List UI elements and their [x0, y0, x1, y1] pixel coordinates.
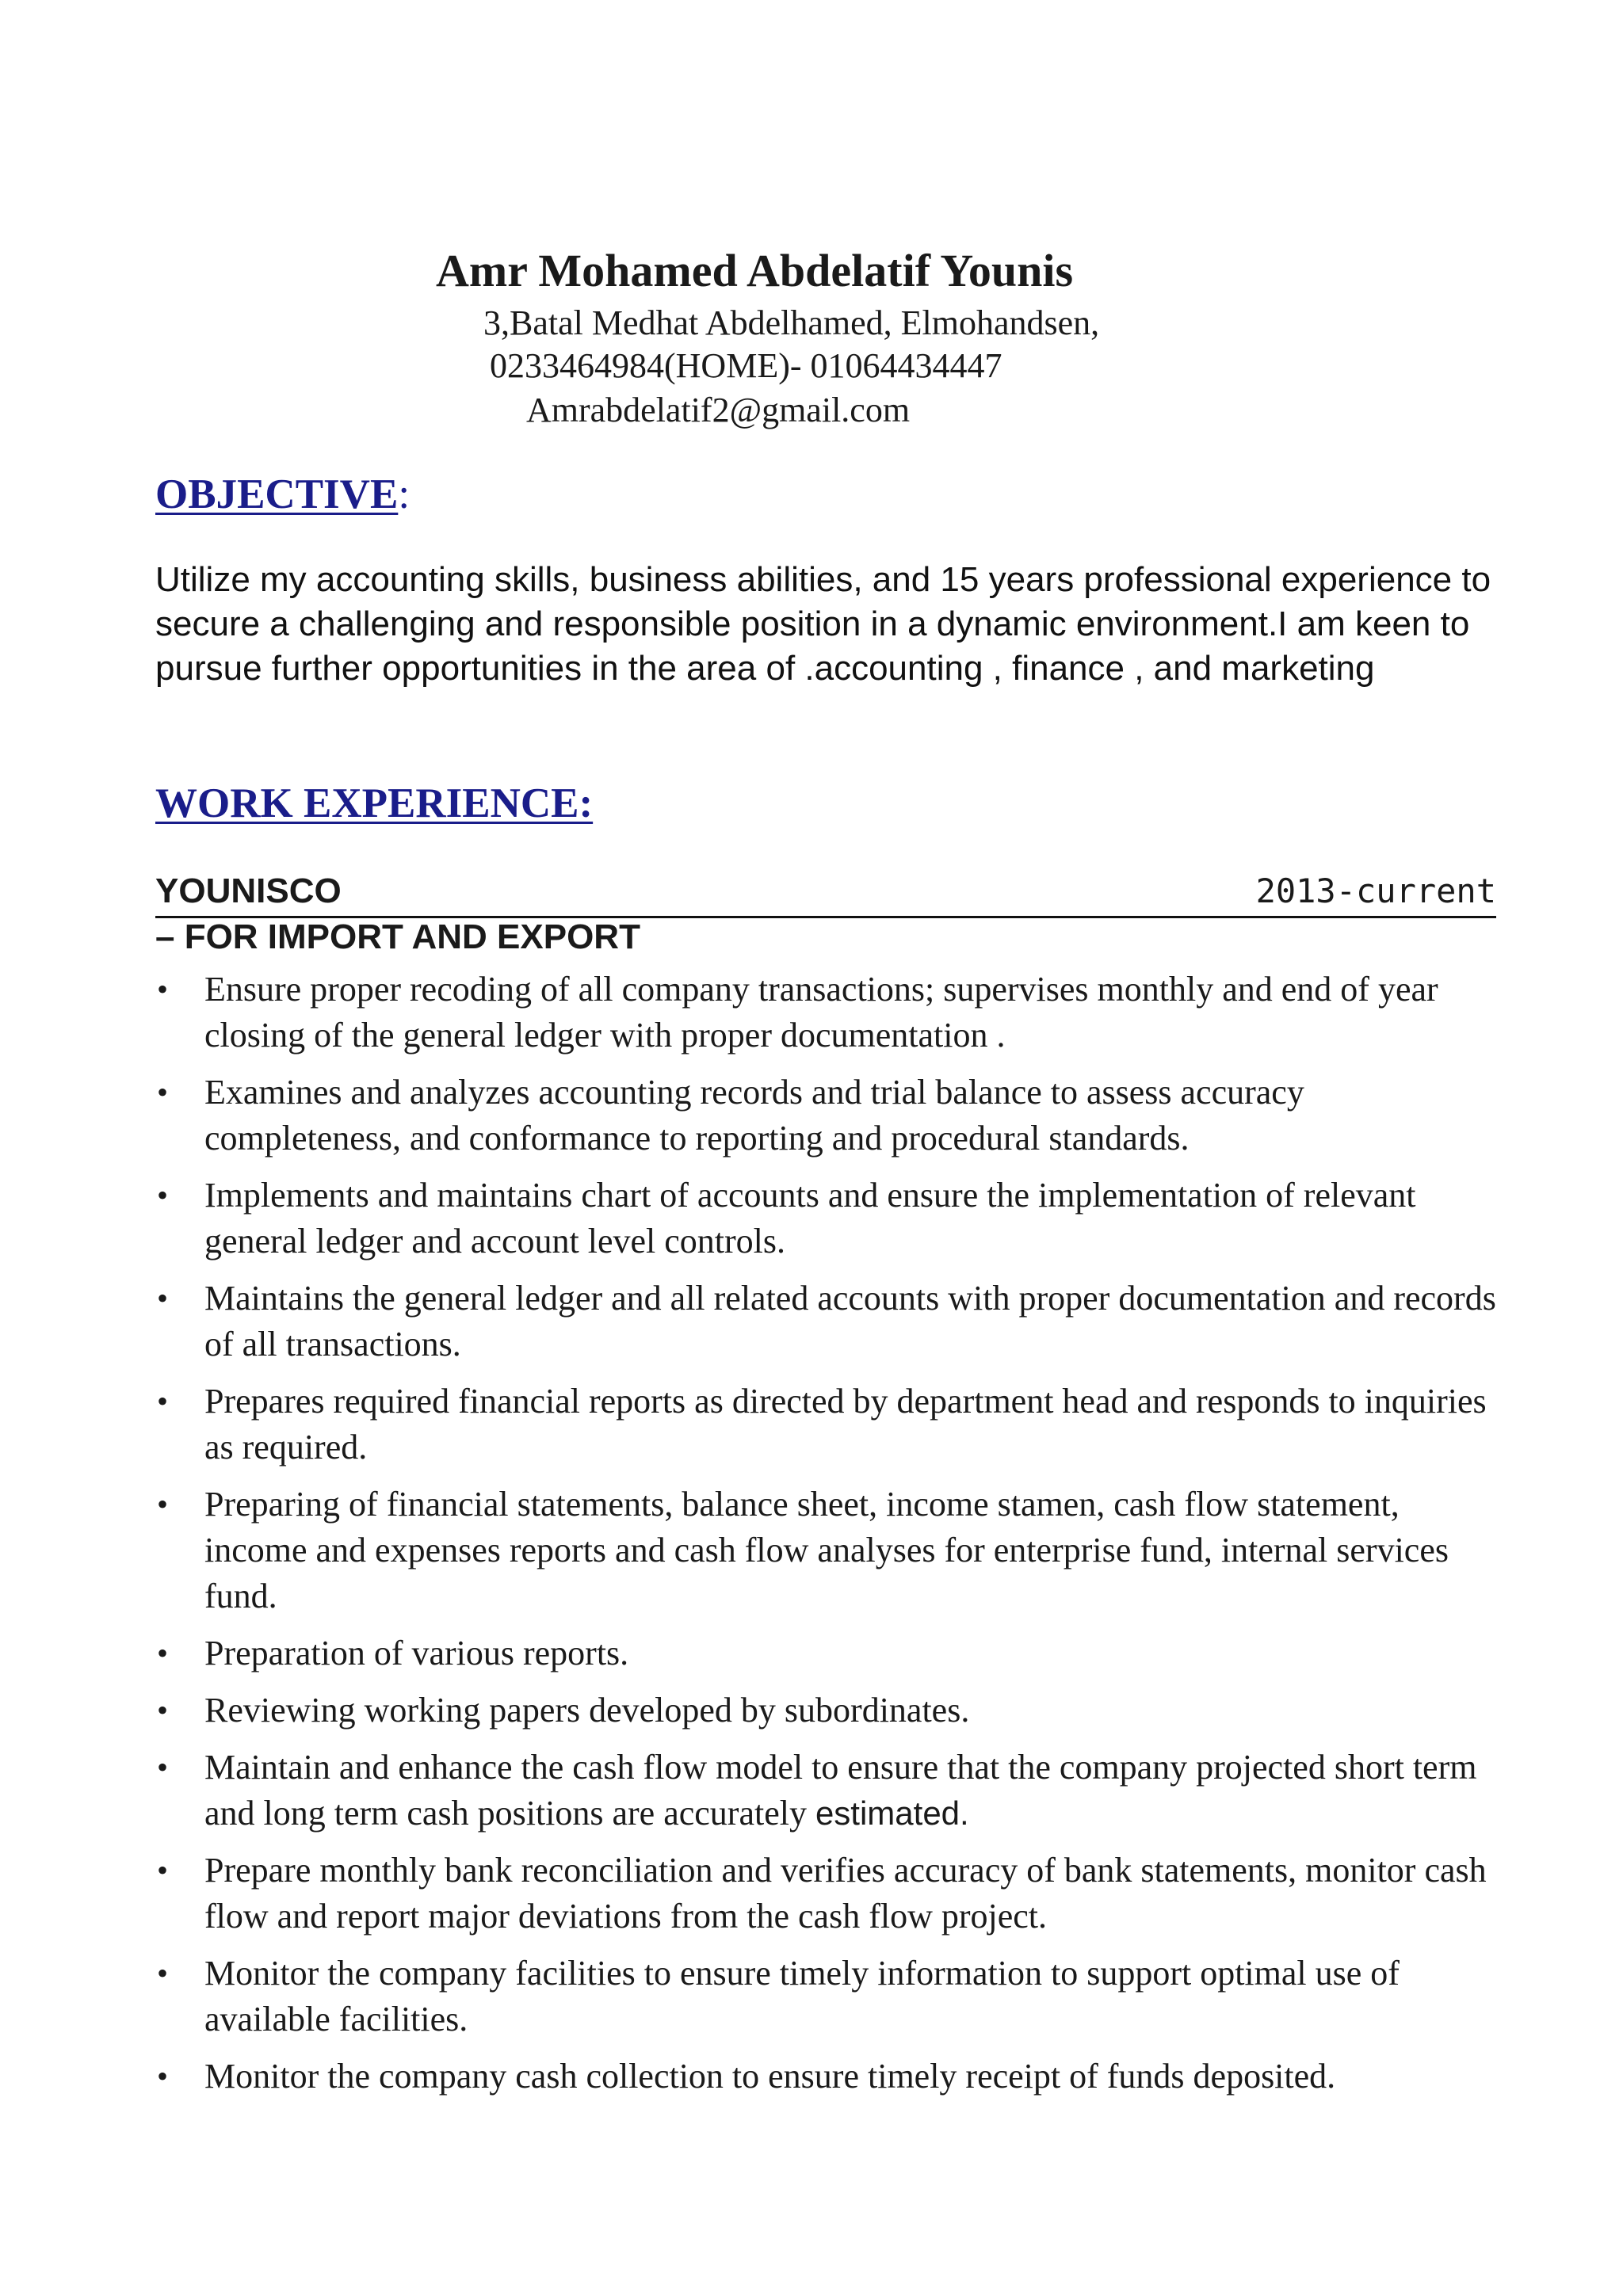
duty-text: Reviewing working papers developed by subordinates.: [204, 1691, 970, 1730]
bullet-icon: •: [157, 1177, 169, 1213]
list-item: [155, 1630, 1503, 1676]
list-item: [155, 1173, 1503, 1264]
bullet-icon: •: [157, 971, 169, 1007]
duty-text: Ensure proper recoding of all company transactions; supervises monthly and end of year closing of the general ledger with proper documentation .: [204, 970, 1438, 1055]
duty-text: Prepares required financial reports as directed by department head and responds to inquiries as required.: [204, 1382, 1487, 1466]
duty-text: Implements and maintains chart of accounts and ensure the implementation of relevant general ledger and account level controls.: [204, 1176, 1416, 1261]
list-item: [155, 1848, 1503, 1939]
candidate-name: Amr Mohamed Abdelatif Younis: [436, 245, 1074, 296]
objective-heading-label: OBJECTIVE: [155, 471, 399, 517]
duty-text: Preparation of various reports.: [204, 1634, 629, 1672]
bullet-icon: •: [157, 1749, 169, 1785]
bullet-icon: •: [157, 1280, 169, 1316]
bullet-icon: •: [157, 2058, 169, 2094]
bullet-icon: •: [157, 1486, 169, 1522]
duties-list: [155, 967, 1503, 2111]
email-line: Amrabdelatif2@gmail.com: [526, 391, 911, 429]
list-item: [155, 1070, 1503, 1161]
address-line: 3,Batal Medhat Abdelhamed, Elmohandsen,: [483, 303, 1100, 342]
list-item: [155, 967, 1503, 1058]
bullet-icon: •: [157, 1692, 169, 1728]
bullet-icon: •: [157, 1635, 169, 1671]
duty-text: Monitor the company facilities to ensure timely information to support optimal use of available facilities.: [204, 1954, 1400, 2039]
list-item: [155, 1482, 1503, 1619]
objective-heading: [155, 471, 410, 518]
bullet-icon: •: [157, 1955, 169, 1991]
duty-text-tail: estimated.: [815, 1794, 969, 1832]
duty-text: Monitor the company cash collection to ensure timely receipt of funds deposited.: [204, 2057, 1336, 2096]
bullet-icon: •: [157, 1383, 169, 1419]
list-item: [155, 1951, 1503, 2042]
list-item: [155, 1276, 1503, 1367]
objective-text: Utilize my accounting skills, business abilities, and 15 years professional experience to secure a challenging and responsible position in a dynamic environment.I am keen to pursue further opportunities in the area of .accounting , finance , and marketing: [155, 560, 1491, 688]
objective-heading-colon: :: [398, 471, 411, 517]
duty-text: Examines and analyzes accounting records and trial balance to assess accuracy completeness, and conformance to reporting and procedural standards.: [204, 1073, 1304, 1158]
duty-text: Prepare monthly bank reconciliation and verifies accuracy of bank statements, monitor cash flow and report major deviations from the cash flow project.: [204, 1851, 1487, 1936]
company-row: [155, 871, 1496, 918]
work-experience-heading: WORK EXPERIENCE:: [155, 780, 594, 826]
duty-text: Maintains the general ledger and all related accounts with proper documentation and records of all transactions.: [204, 1279, 1496, 1363]
phone-line: 0233464984(HOME)- 01064434447: [490, 346, 1002, 385]
employment-dates: 2013-current: [1255, 871, 1496, 910]
list-item: [155, 1379, 1503, 1470]
list-item: [155, 1745, 1503, 1836]
bullet-icon: •: [157, 1074, 169, 1110]
duty-text: Preparing of financial statements, balance sheet, income stamen, cash flow statement, income and expenses reports and cash flow analyses for enterprise fund, internal services fund.: [204, 1485, 1449, 1615]
list-item: [155, 1688, 1503, 1733]
duty-text: Maintain and enhance the cash flow model to ensure that the company projected short term and long term cash positions are accurately: [204, 1748, 1477, 1833]
company-name: YOUNISCO: [155, 871, 342, 910]
company-subtitle: – FOR IMPORT AND EXPORT: [155, 917, 640, 956]
bullet-icon: •: [157, 1852, 169, 1888]
list-item: [155, 2054, 1503, 2100]
